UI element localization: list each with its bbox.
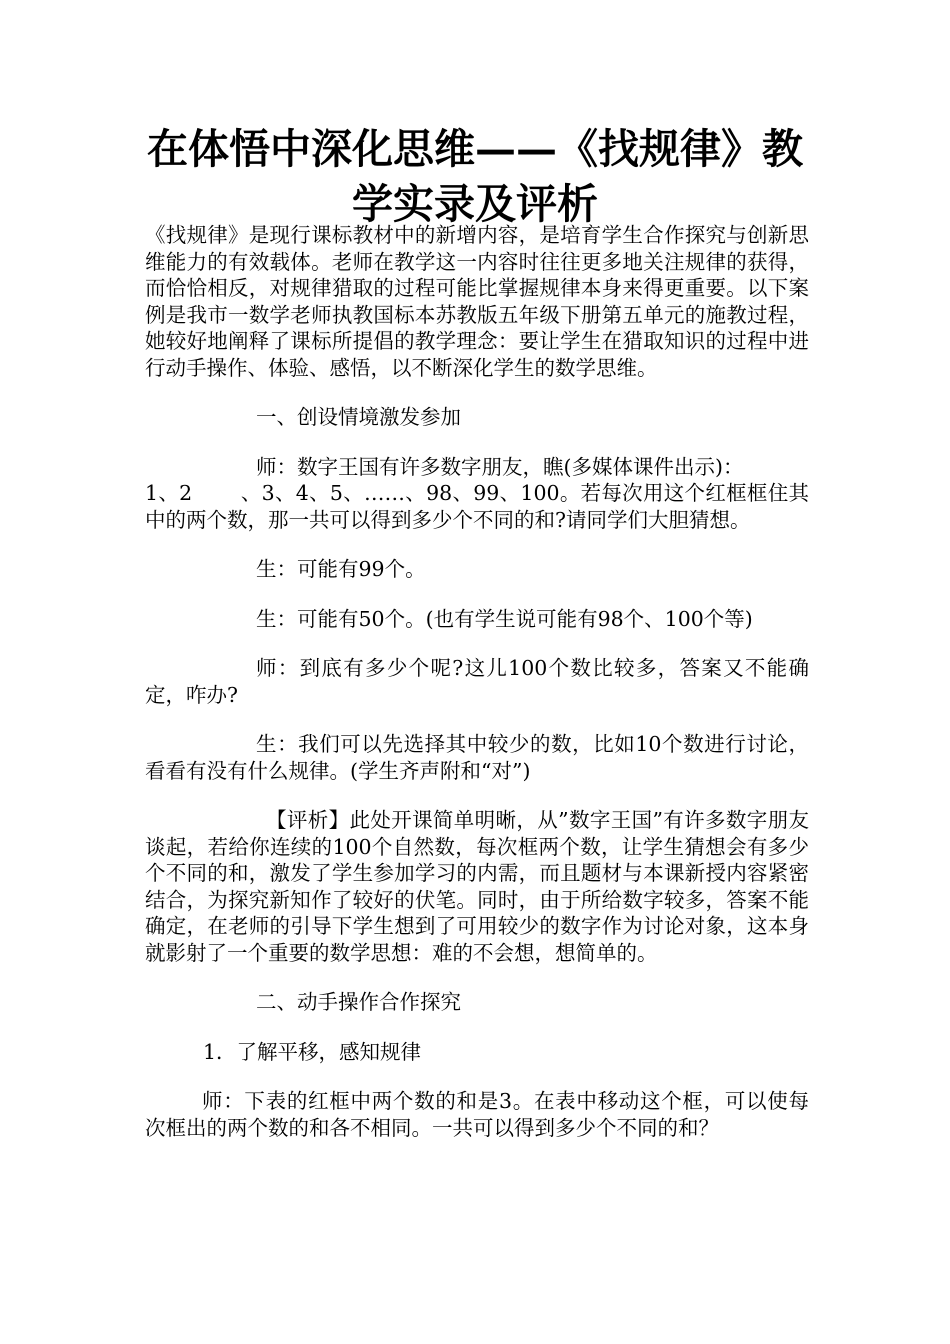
step-heading-1: 1．了解平移，感知规律 [203,1039,422,1064]
teacher-line-2: 师：到底有多少个呢?这儿100个数比较多，答案又不能确定，咋办? [145,656,809,707]
student-line-1: 生：可能有99个。 [256,557,426,581]
teacher-line-3: 师：下表的红框中两个数的和是3。在表中移动这个框，可以使每次框出的两个数的和各不相同。一共可以得到多少个不同的和？ [145,1089,809,1140]
teacher-line-1a: 师：数字王国有许多数字朋友，瞧(多媒体课件出示)： [256,454,744,479]
student-line-3: 生：我们可以先选择其中较少的数，比如10个数进行讨论，看看有没有什么规律。(学生齐声附和“对”) [145,732,809,783]
student-line-2: 生：可能有50个。(也有学生说可能有98个、100个等) [256,606,753,631]
document-body [145,222,809,1141]
document-title: 在体悟中深化思维——《找规律》教学实录及评析 [147,125,803,228]
section-heading-1: 一、创设情境激发参加 [256,405,461,429]
section-heading-2: 二、动手操作合作探究 [256,990,461,1014]
teacher-line-1b: 1、2 、3、4、5、……、98、99、100。若每次用这个红框框住其中的两个数，那一共可以得到多少个不同的和?请同学们大胆猜想。 [145,481,809,532]
comment-paragraph: 【评析】此处开课简单明晰，从”数字王国”有许多数字朋友谈起，若给你连续的100个自然数，每次框两个数，让学生猜想会有多少个不同的和，激发了学生参加学习的内需，而且题材与本课新授内容紧密结合，为探究新知作了较好的伏笔。同时，由于所给数字较多，答案不能确定，在老师的引导下学生想到了可用较少的数字作为讨论对象，这本身就影射了一个重要的数学思想：难的不会想，想简单的。 [145,808,809,965]
intro-paragraph: 《找规律》是现行课标教材中的新增内容，是培育学生合作探究与创新思维能力的有效载体。老师在教学这一内容时往往更多地关注规律的获得，而恰恰相反，对规律猎取的过程可能比掌握规律本身来得更重要。以下案例是我市一数学老师执教国标本苏教版五年级下册第五单元的施教过程，她较好地阐释了课标所提倡的教学理念：要让学生在猎取知识的过程中进行动手操作、体验、感悟，以不断深化学生的数学思维。 [145,223,809,380]
